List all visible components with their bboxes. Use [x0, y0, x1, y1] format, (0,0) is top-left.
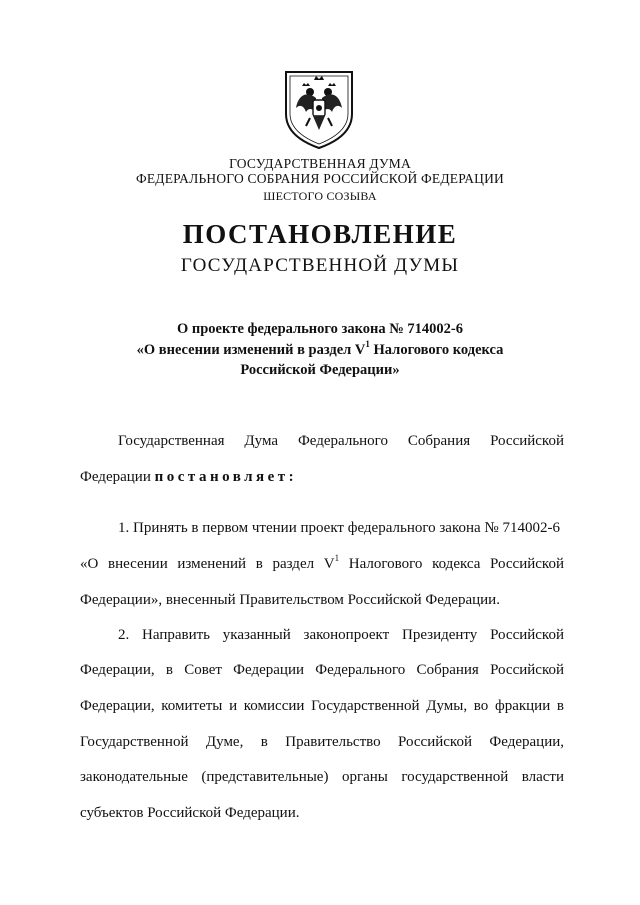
coat-of-arms-icon — [280, 68, 358, 150]
subject-line3: Российской Федерации» — [240, 362, 400, 378]
resolves-word: постановляет: — [154, 469, 298, 485]
paragraph2-line6: субъектов Российской Федерации. — [80, 805, 300, 821]
org-name-line2: ФЕДЕРАЛЬНОГО СОБРАНИЯ РОССИЙСКОЙ ФЕДЕРАЦИИ — [136, 171, 504, 186]
paragraph2-line3: Федерации, комитеты и комиссии Государственной Думы, во фракции в — [80, 698, 564, 714]
paragraph1-line1: 1. Принять в первом чтении проект федерального закона № 714002-6 — [118, 520, 560, 536]
subject-line1: О проекте федерального закона № 714002-6 — [176, 321, 464, 337]
paragraph2-line2: Федерации, в Совет Федерации Федерального Собрания Российской — [80, 662, 564, 678]
intro-line1: Государственная Дума Федерального Собрания Российской — [118, 433, 564, 449]
paragraph1-line3: Федерации», внесенный Правительством Российской Федерации. — [80, 592, 500, 608]
subject-line2: «О внесении изменений в раздел $V^1$ Налогового кодекса — [136, 339, 504, 358]
paragraph2-line4: Государственной Думе, в Правительство Российской Федерации, — [80, 734, 564, 750]
document-title: ПОСТАНОВЛЕНИЕ — [182, 219, 458, 249]
document-subtitle: ГОСУДАРСТВЕННОЙ ДУМЫ — [180, 255, 460, 276]
paragraph2-line1: 2. Направить указанный законопроект Президенту Российской — [118, 627, 564, 643]
intro-line2: Федерации постановляет: — [80, 469, 298, 485]
paragraph1-line2: «О внесении изменений в раздел $V^1$ Налогового кодекса Российской — [80, 553, 564, 572]
convocation: ШЕСТОГО СОЗЫВА — [263, 189, 377, 203]
paragraph2-line5: законодательные (представительные) органы государственной власти — [80, 769, 564, 785]
org-name-line1: ГОСУДАРСТВЕННАЯ ДУМА — [229, 156, 411, 171]
